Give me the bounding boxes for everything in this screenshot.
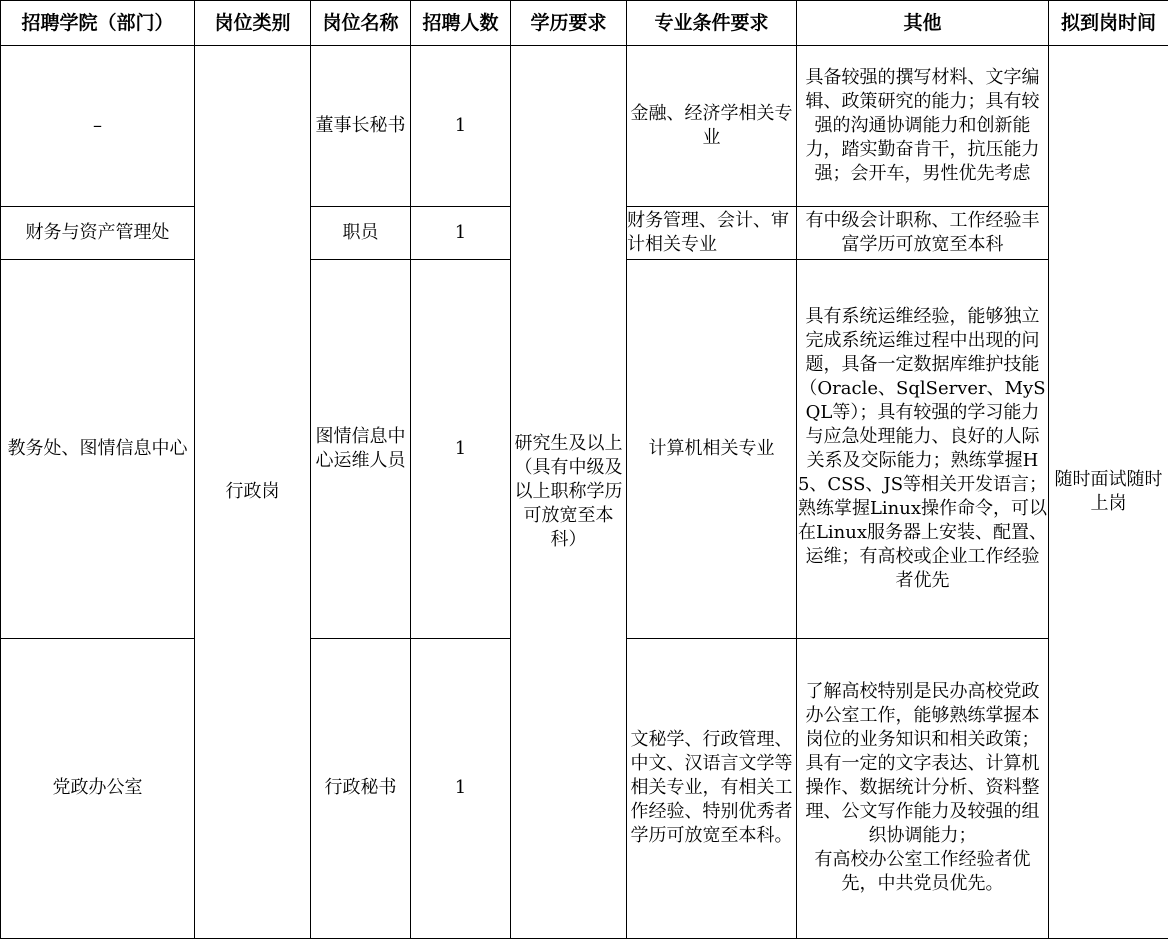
header-dept: 招聘学院（部门） [1, 1, 195, 46]
other-cell: 了解高校特别是民办高校党政办公室工作，能够熟练掌握本岗位的业务知识和相关政策； 具有一定的文字表达、计算机操作、数据统计分析、资料整理、公文写作能力及较强的组织协调能力； 有高校办公室工作经验者优先，中共党员优先。 [797, 638, 1049, 938]
table-row [1, 46, 1168, 207]
count-cell: 1 [411, 206, 511, 260]
header-category: 岗位类别 [195, 1, 311, 46]
post-cell: 董事长秘书 [311, 46, 411, 207]
dept-cell: 财务与资产管理处 [1, 206, 195, 260]
post-cell: 职员 [311, 206, 411, 260]
header-other: 其他 [797, 1, 1049, 46]
dept-cell: 教务处、图情信息中心 [1, 260, 195, 638]
count-cell: 1 [411, 638, 511, 938]
arrival-cell: 随时面试随时上岗 [1049, 46, 1168, 939]
header-education: 学历要求 [511, 1, 627, 46]
category-cell: 行政岗 [195, 46, 311, 939]
post-cell: 图情信息中心运维人员 [311, 260, 411, 638]
major-cell: 财务管理、会计、审计相关专业 [627, 206, 797, 260]
education-cell: 研究生及以上（具有中级及以上职称学历可放宽至本科） [511, 46, 627, 939]
count-cell: 1 [411, 260, 511, 638]
post-cell: 行政秘书 [311, 638, 411, 938]
header-major: 专业条件要求 [627, 1, 797, 46]
major-cell: 文秘学、行政管理、中文、汉语言文学等相关专业，有相关工作经验、特别优秀者学历可放宽至本科。 [627, 638, 797, 938]
other-cell: 具有系统运维经验，能够独立完成系统运维过程中出现的问题，具备一定数据库维护技能（Oracle、SqlServer、MySQL等）；具有较强的学习能力与应急处理能力、良好的人际关系及交际能力；熟练掌握H5、CSS、JS等相关开发语言；熟练掌握Linux操作命令，可以在Linux服务器上安装、配置、运维；有高校或企业工作经验者优先 [797, 260, 1049, 638]
header-count: 招聘人数 [411, 1, 511, 46]
other-cell: 具备较强的撰写材料、文字编辑、政策研究的能力；具有较强的沟通协调能力和创新能力，踏实勤奋肯干，抗压能力强；会开车，男性优先考虑 [797, 46, 1049, 207]
major-cell: 计算机相关专业 [627, 260, 797, 638]
other-cell: 有中级会计职称、工作经验丰富学历可放宽至本科 [797, 206, 1049, 260]
dept-cell: 党政办公室 [1, 638, 195, 938]
header-arrival: 拟到岗时间 [1049, 1, 1168, 46]
count-cell: 1 [411, 46, 511, 207]
header-row [1, 1, 1168, 46]
header-post: 岗位名称 [311, 1, 411, 46]
major-cell: 金融、经济学相关专业 [627, 46, 797, 207]
dept-cell: – [1, 46, 195, 207]
